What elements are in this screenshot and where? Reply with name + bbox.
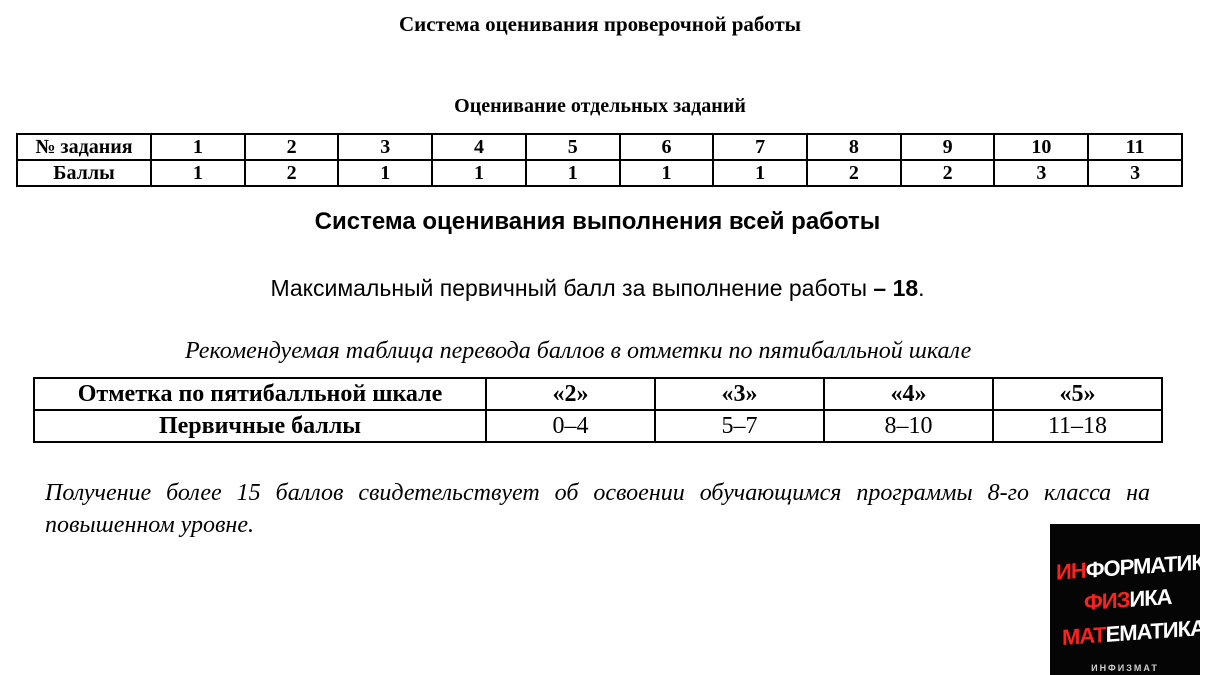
score-cell: 2	[245, 160, 339, 186]
row-label-task-number: № задания	[17, 134, 151, 160]
max-score-dash: –	[873, 275, 887, 301]
score-cell: 1	[713, 160, 807, 186]
max-score-text: Максимальный первичный балл за выполнение работы	[270, 275, 867, 301]
score-cell: 1	[432, 160, 526, 186]
score-cell: 1	[151, 160, 245, 186]
task-number-cell: 5	[526, 134, 620, 160]
range-cell: 11–18	[993, 410, 1162, 442]
advanced-level-note: Получение более 15 баллов свидетельствует об освоении обучающимся программы 8-го класса на повышенном уровне.	[45, 480, 1150, 538]
task-number-cell: 4	[432, 134, 526, 160]
score-cell: 1	[526, 160, 620, 186]
task-number-cell: 6	[620, 134, 714, 160]
score-cell: 3	[1088, 160, 1182, 186]
task-number-cell: 2	[245, 134, 339, 160]
grade-cell: «3»	[655, 378, 824, 410]
range-cell: 0–4	[486, 410, 655, 442]
task-number-cell: 3	[338, 134, 432, 160]
row-label-primary-scores: Первичные баллы	[34, 410, 486, 442]
row-label-grade: Отметка по пятибалльной шкале	[34, 378, 486, 410]
table-row-task-numbers	[17, 134, 1182, 160]
grade-conversion-table	[33, 377, 1163, 443]
task-number-cell: 9	[901, 134, 995, 160]
task-number-cell: 1	[151, 134, 245, 160]
range-cell: 8–10	[824, 410, 993, 442]
task-number-cell: 10	[994, 134, 1088, 160]
logo-footer: ИНФИЗМАТ	[1091, 663, 1159, 673]
grade-cell: «2»	[486, 378, 655, 410]
section-title-whole-work: Система оценивания выполнения всей работы	[314, 208, 881, 235]
table-row-grades	[34, 378, 1162, 410]
grade-cell: «4»	[824, 378, 993, 410]
score-cell: 2	[807, 160, 901, 186]
row-label-scores: Баллы	[17, 160, 151, 186]
task-number-cell: 8	[807, 134, 901, 160]
score-cell: 3	[994, 160, 1088, 186]
logo-line-matematika: МАТЕМАТИКА	[1062, 615, 1205, 650]
table-row-primary-scores	[34, 410, 1162, 442]
task-scores-table	[16, 133, 1183, 187]
logo-line-informatika: ИНФОРМАТИКА	[1056, 548, 1219, 585]
score-cell: 2	[901, 160, 995, 186]
section-title-tasks: Оценивание отдельных заданий	[454, 95, 746, 117]
task-number-cell: 7	[713, 134, 807, 160]
score-cell: 1	[620, 160, 714, 186]
max-score-period: .	[918, 275, 925, 301]
document-title: Система оценивания проверочной работы	[398, 12, 802, 36]
score-cell: 1	[338, 160, 432, 186]
max-score-value: 18	[892, 275, 919, 301]
range-cell: 5–7	[655, 410, 824, 442]
task-number-cell: 11	[1088, 134, 1182, 160]
logo-line-fizika: ФИЗИКА	[1084, 583, 1172, 616]
table-row-scores	[17, 160, 1182, 186]
grade-cell: «5»	[993, 378, 1162, 410]
infizmat-logo	[1050, 524, 1219, 675]
max-score-line	[0, 275, 1195, 302]
grade-table-caption: Рекомендуемая таблица перевода баллов в отметки по пятибалльной шкале	[185, 338, 972, 364]
